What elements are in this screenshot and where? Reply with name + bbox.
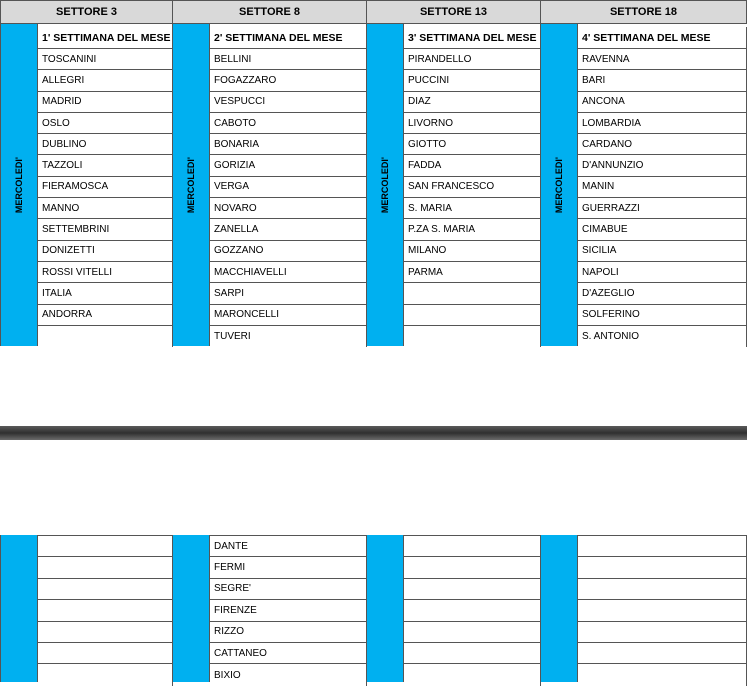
- street-cell: MACCHIAVELLI: [210, 262, 366, 283]
- street-cell: [404, 579, 540, 600]
- street-cell: D'ANNUNZIO: [578, 155, 746, 176]
- street-cell: [578, 622, 746, 643]
- street-cell: [38, 536, 172, 557]
- day-strip: [0, 24, 38, 346]
- street-cell: OSLO: [38, 113, 172, 134]
- week-header: 3' SETTIMANA DEL MESE: [404, 27, 540, 49]
- street-cell: [38, 557, 172, 578]
- day-label: MERCOLEDI': [186, 156, 196, 214]
- street-cell: RAVENNA: [578, 49, 746, 70]
- street-cell: MADRID: [38, 92, 172, 113]
- street-cell: ANDORRA: [38, 305, 172, 326]
- street-cell: FADDA: [404, 155, 540, 176]
- week-column-4-continued: [578, 535, 747, 686]
- street-cell: ROSSI VITELLI: [38, 262, 172, 283]
- street-cell: MANIN: [578, 177, 746, 198]
- street-cell: PARMA: [404, 262, 540, 283]
- sector-header-8: SETTORE 8: [172, 0, 367, 24]
- street-cell: [404, 557, 540, 578]
- street-cell: NAPOLI: [578, 262, 746, 283]
- street-cell: DANTE: [210, 536, 366, 557]
- week-column-2: [210, 27, 367, 347]
- sector-header-3: SETTORE 3: [0, 0, 173, 24]
- street-cell: [578, 664, 746, 685]
- street-cell: TAZZOLI: [38, 155, 172, 176]
- week-column-2-continued: [210, 535, 367, 686]
- week-header: 1' SETTIMANA DEL MESE: [38, 27, 172, 49]
- street-cell: CABOTO: [210, 113, 366, 134]
- street-cell: [404, 305, 540, 326]
- street-cell: SOLFERINO: [578, 305, 746, 326]
- street-cell: [404, 643, 540, 664]
- street-cell: [578, 579, 746, 600]
- street-cell: P.ZA S. MARIA: [404, 219, 540, 240]
- street-cell: GUERRAZZI: [578, 198, 746, 219]
- week-column-3-continued: [404, 535, 541, 686]
- street-cell: S. ANTONIO: [582, 331, 640, 342]
- street-cell: [404, 600, 540, 621]
- street-cell: VESPUCCI: [210, 92, 366, 113]
- street-cell: [38, 326, 172, 347]
- street-cell: CARDANO: [578, 134, 746, 155]
- week-column-3: [404, 27, 541, 347]
- street-cell: MANNO: [38, 198, 172, 219]
- street-cell: [578, 600, 746, 621]
- street-cell: DONIZETTI: [38, 241, 172, 262]
- day-strip: [540, 24, 578, 346]
- day-label: MERCOLEDI': [14, 156, 24, 214]
- street-cell: MILANO: [404, 241, 540, 262]
- street-cell: SICILIA: [578, 241, 746, 262]
- street-cell: D'AZEGLIO: [578, 283, 746, 304]
- sector-header-18: SETTORE 18: [540, 0, 747, 24]
- street-cell: SARPI: [210, 283, 366, 304]
- day-label: MERCOLEDI': [554, 156, 564, 214]
- street-cell: FIRENZE: [210, 600, 366, 621]
- street-cell: [404, 326, 540, 347]
- street-cell: BARI: [578, 70, 746, 91]
- day-strip: [172, 535, 210, 682]
- street-cell: [404, 536, 540, 557]
- week-header: 4' SETTIMANA DEL MESE: [578, 27, 746, 49]
- street-cell: SEGRE': [210, 579, 366, 600]
- street-cell: FOGAZZARO: [210, 70, 366, 91]
- page-break-divider: [0, 426, 747, 440]
- week-header: 2' SETTIMANA DEL MESE: [210, 27, 366, 49]
- street-cell: [578, 557, 746, 578]
- week-column-4: [578, 27, 747, 347]
- street-cell: [404, 622, 540, 643]
- day-strip: [0, 535, 38, 682]
- street-cell: ZANELLA: [210, 219, 366, 240]
- street-cell: [578, 643, 746, 664]
- street-cell: ITALIA: [38, 283, 172, 304]
- street-cell: BELLINI: [210, 49, 366, 70]
- street-cell: LOMBARDIA: [578, 113, 746, 134]
- street-cell: TOSCANINI: [38, 49, 172, 70]
- street-cell: [404, 664, 540, 685]
- street-cell: GIOTTO: [404, 134, 540, 155]
- day-strip: [366, 24, 404, 346]
- street-cell: [578, 536, 746, 557]
- street-cell: [38, 600, 172, 621]
- street-cell: PUCCINI: [404, 70, 540, 91]
- street-cell: BIXIO: [214, 669, 241, 681]
- street-cell: ANCONA: [578, 92, 746, 113]
- day-strip: [172, 24, 210, 346]
- week-column-1-continued: [38, 535, 173, 686]
- street-cell: [38, 579, 172, 600]
- street-cell: CATTANEO: [210, 643, 366, 664]
- street-cell: [38, 643, 172, 664]
- street-cell: TUVERI: [214, 331, 251, 342]
- street-cell: BONARIA: [210, 134, 366, 155]
- street-cell: DIAZ: [404, 92, 540, 113]
- day-strip: [540, 535, 578, 682]
- street-cell: PIRANDELLO: [404, 49, 540, 70]
- week-column-1: [38, 27, 173, 347]
- street-cell: SETTEMBRINI: [38, 219, 172, 240]
- day-strip: [366, 535, 404, 682]
- street-cell: GORIZIA: [210, 155, 366, 176]
- street-cell: LIVORNO: [404, 113, 540, 134]
- sector-header-13: SETTORE 13: [366, 0, 541, 24]
- street-cell: S. MARIA: [404, 198, 540, 219]
- street-cell: CIMABUE: [578, 219, 746, 240]
- day-label: MERCOLEDI': [380, 156, 390, 214]
- street-cell: SAN FRANCESCO: [404, 177, 540, 198]
- street-cell: NOVARO: [210, 198, 366, 219]
- street-cell: RIZZO: [210, 622, 366, 643]
- street-cell: VERGA: [210, 177, 366, 198]
- street-cell: [38, 622, 172, 643]
- street-cell: DUBLINO: [38, 134, 172, 155]
- street-cell: FERMI: [210, 557, 366, 578]
- street-cell: FIERAMOSCA: [38, 177, 172, 198]
- street-cell: GOZZANO: [210, 241, 366, 262]
- street-cell: MARONCELLI: [210, 305, 366, 326]
- street-cell: [404, 283, 540, 304]
- street-cell: ALLEGRI: [38, 70, 172, 91]
- street-cell: [38, 664, 172, 685]
